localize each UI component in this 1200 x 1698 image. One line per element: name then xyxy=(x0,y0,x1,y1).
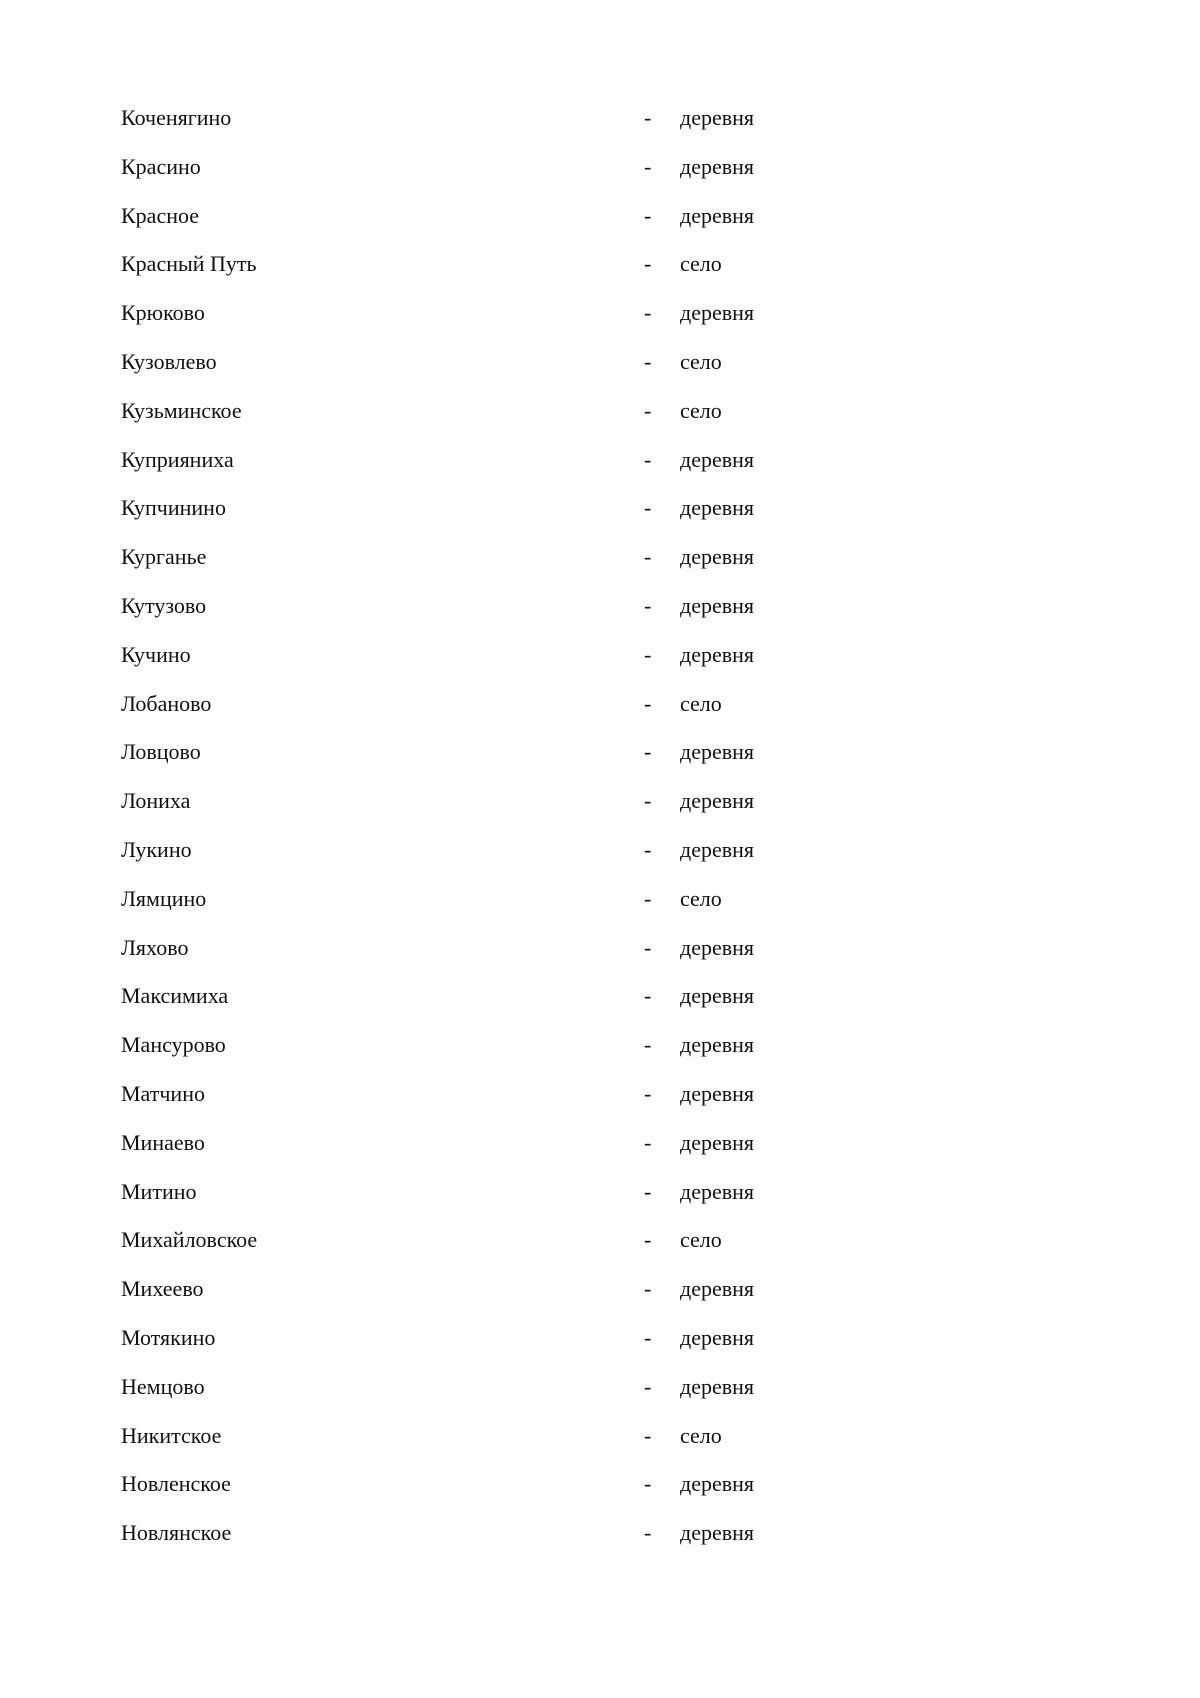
settlement-name: Куприяниха xyxy=(121,446,234,472)
settlement-type: деревня xyxy=(680,983,755,1009)
settlement-name: Новлянское xyxy=(121,1520,232,1546)
separator-dash: - xyxy=(644,1032,652,1058)
settlement-type: деревня xyxy=(680,1032,755,1058)
separator-dash: - xyxy=(644,836,652,862)
list-item xyxy=(121,789,1121,838)
list-item xyxy=(121,545,1121,594)
settlement-type: деревня xyxy=(680,202,755,228)
settlement-name: Минаево xyxy=(121,1129,205,1155)
settlement-list xyxy=(121,106,1121,1570)
list-item xyxy=(121,594,1121,643)
list-item xyxy=(121,252,1121,301)
settlement-name: Максимиха xyxy=(121,983,229,1009)
settlement-type: село xyxy=(680,251,722,277)
separator-dash: - xyxy=(644,105,652,130)
separator-dash: - xyxy=(644,1324,652,1350)
settlement-type: деревня xyxy=(680,739,755,765)
list-item xyxy=(121,984,1121,1033)
list-item xyxy=(121,1228,1121,1277)
list-item xyxy=(121,350,1121,399)
list-item xyxy=(121,155,1121,204)
settlement-type: село xyxy=(680,1227,722,1253)
separator-dash: - xyxy=(644,1520,652,1546)
separator-dash: - xyxy=(644,1178,652,1204)
list-item xyxy=(121,692,1121,741)
separator-dash: - xyxy=(644,300,652,326)
settlement-name: Коченягино xyxy=(121,105,232,130)
list-item xyxy=(121,1424,1121,1473)
settlement-name: Лониха xyxy=(121,788,191,814)
settlement-name: Красный Путь xyxy=(121,251,257,277)
settlement-type: деревня xyxy=(680,1129,755,1155)
separator-dash: - xyxy=(644,348,652,374)
separator-dash: - xyxy=(644,1422,652,1448)
list-item xyxy=(121,887,1121,936)
separator-dash: - xyxy=(644,397,652,423)
settlement-type: деревня xyxy=(680,836,755,862)
settlement-type: село xyxy=(680,397,722,423)
list-item xyxy=(121,106,1121,155)
settlement-name: Мансурово xyxy=(121,1032,226,1058)
settlement-type: деревня xyxy=(680,446,755,472)
settlement-name: Митино xyxy=(121,1178,197,1204)
settlement-name: Ловцово xyxy=(121,739,201,765)
settlement-type: деревня xyxy=(680,495,755,521)
settlement-name: Красное xyxy=(121,202,200,228)
separator-dash: - xyxy=(644,153,652,179)
separator-dash: - xyxy=(644,739,652,765)
settlement-type: деревня xyxy=(680,1520,755,1546)
list-item xyxy=(121,838,1121,887)
separator-dash: - xyxy=(644,1129,652,1155)
separator-dash: - xyxy=(644,885,652,911)
settlement-type: деревня xyxy=(680,300,755,326)
list-item xyxy=(121,1082,1121,1131)
settlement-type: село xyxy=(680,690,722,716)
list-item xyxy=(121,1375,1121,1424)
settlement-name: Лобаново xyxy=(121,690,212,716)
settlement-type: село xyxy=(680,348,722,374)
list-item xyxy=(121,740,1121,789)
settlement-name: Мотякино xyxy=(121,1324,216,1350)
separator-dash: - xyxy=(644,251,652,277)
settlement-name: Курганье xyxy=(121,544,207,570)
settlement-type: село xyxy=(680,885,722,911)
list-item xyxy=(121,204,1121,253)
separator-dash: - xyxy=(644,934,652,960)
settlement-name: Купчинино xyxy=(121,495,226,521)
settlement-name: Красино xyxy=(121,153,201,179)
separator-dash: - xyxy=(644,1276,652,1302)
separator-dash: - xyxy=(644,641,652,667)
list-item xyxy=(121,1131,1121,1180)
separator-dash: - xyxy=(644,592,652,618)
separator-dash: - xyxy=(644,1373,652,1399)
settlement-type: деревня xyxy=(680,153,755,179)
settlement-type: деревня xyxy=(680,934,755,960)
list-item xyxy=(121,1277,1121,1326)
settlement-name: Кутузово xyxy=(121,592,207,618)
settlement-name: Крюково xyxy=(121,300,205,326)
list-item xyxy=(121,1521,1121,1570)
settlement-type: деревня xyxy=(680,641,755,667)
settlement-name: Кузьминское xyxy=(121,397,242,423)
settlement-type: деревня xyxy=(680,788,755,814)
settlement-name: Никитское xyxy=(121,1422,222,1448)
settlement-name: Кучино xyxy=(121,641,191,667)
settlement-type: деревня xyxy=(680,1324,755,1350)
settlement-type: деревня xyxy=(680,544,755,570)
settlement-name: Михайловское xyxy=(121,1227,258,1253)
settlement-type: деревня xyxy=(680,1178,755,1204)
separator-dash: - xyxy=(644,690,652,716)
separator-dash: - xyxy=(644,495,652,521)
settlement-type: деревня xyxy=(680,1471,755,1497)
list-item xyxy=(121,643,1121,692)
settlement-type: село xyxy=(680,1422,722,1448)
settlement-name: Немцово xyxy=(121,1373,205,1399)
list-item xyxy=(121,301,1121,350)
list-item xyxy=(121,496,1121,545)
settlement-type: деревня xyxy=(680,592,755,618)
settlement-name: Ляхово xyxy=(121,934,189,960)
separator-dash: - xyxy=(644,983,652,1009)
settlement-name: Лукино xyxy=(121,836,192,862)
separator-dash: - xyxy=(644,544,652,570)
settlement-type: деревня xyxy=(680,1080,755,1106)
separator-dash: - xyxy=(644,446,652,472)
settlement-name: Кузовлево xyxy=(121,348,217,374)
list-item xyxy=(121,399,1121,448)
settlement-type: деревня xyxy=(680,105,755,130)
separator-dash: - xyxy=(644,788,652,814)
settlement-name: Лямцино xyxy=(121,885,207,911)
settlement-type: деревня xyxy=(680,1276,755,1302)
settlement-name: Михеево xyxy=(121,1276,204,1302)
settlement-name: Новленское xyxy=(121,1471,231,1497)
list-item xyxy=(121,448,1121,497)
list-item xyxy=(121,1180,1121,1229)
separator-dash: - xyxy=(644,1227,652,1253)
separator-dash: - xyxy=(644,202,652,228)
settlement-type: деревня xyxy=(680,1373,755,1399)
list-item xyxy=(121,1033,1121,1082)
separator-dash: - xyxy=(644,1080,652,1106)
settlement-name: Матчино xyxy=(121,1080,205,1106)
list-item xyxy=(121,1326,1121,1375)
list-item xyxy=(121,936,1121,985)
separator-dash: - xyxy=(644,1471,652,1497)
list-item xyxy=(121,1472,1121,1521)
